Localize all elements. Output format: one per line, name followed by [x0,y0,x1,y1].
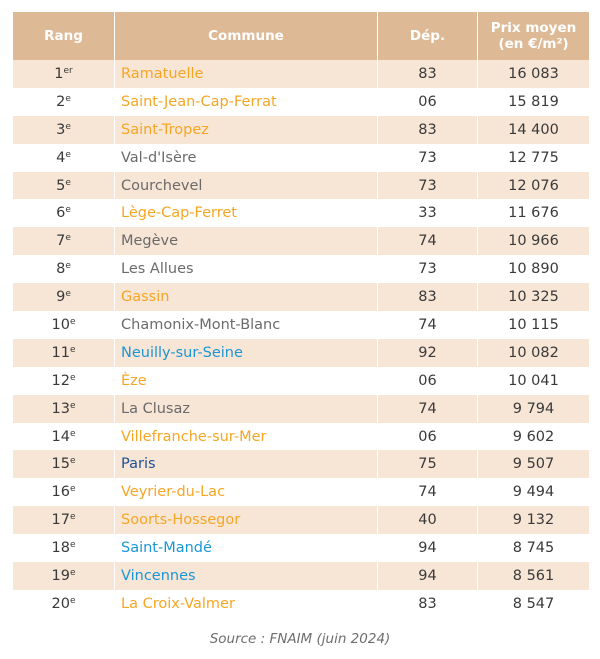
rank-suffix: e [65,177,71,188]
rank-number: 18 [51,540,70,557]
rank-number: 8 [56,261,66,278]
rank-suffix: e [65,149,71,160]
rank-cell [13,478,115,506]
rank-cell [13,199,115,227]
table-row [13,283,589,311]
departement-cell: 74 [378,478,478,506]
table-row [13,255,589,283]
departement-cell: 74 [378,311,478,339]
prix-cell: 9 494 [478,478,590,506]
commune-cell: Courchevel [115,172,378,200]
header-rang: Rang [13,12,115,60]
rank-suffix: e [69,484,76,495]
prix-cell: 8 561 [478,562,590,590]
departement-cell: 06 [378,423,478,451]
commune-cell: Paris [115,450,378,478]
source-note: Source : FNAIM (juin 2024) [209,631,391,647]
rank-number: 16 [51,484,70,501]
rank-cell [13,255,115,283]
prix-cell: 9 507 [478,450,590,478]
commune-cell: Neuilly-sur-Seine [115,339,378,367]
commune-cell: Val-d'Isère [115,144,378,172]
rank-suffix: e [69,316,76,327]
rank-cell [13,311,115,339]
commune-cell: La Clusaz [115,395,378,423]
rank-cell [13,450,115,478]
table-row [13,534,589,562]
prix-cell: 12 076 [478,172,590,200]
rank-suffix: e [69,456,76,467]
rank-cell [13,339,115,367]
rank-number: 1 [54,65,64,82]
header-departement: Dép. [378,12,478,60]
rank-number: 13 [51,400,70,417]
rank-number: 2 [56,93,66,110]
prix-cell: 10 041 [478,367,590,395]
rank-number: 19 [51,567,70,584]
table-row [13,88,589,116]
rank-suffix: e [65,233,71,244]
rank-number: 17 [51,512,70,529]
rank-number: 4 [56,149,66,166]
table-row [13,311,589,339]
rank-cell [13,172,115,200]
table-row [13,144,589,172]
rank-cell [13,590,115,618]
table-body [13,60,589,618]
table-row [13,199,589,227]
departement-cell: 40 [378,506,478,534]
rank-suffix: e [69,428,76,439]
rank-suffix: e [69,344,76,355]
table-header [13,12,589,60]
rank-number: 10 [51,316,70,333]
rank-suffix: e [65,261,71,272]
rank-cell [13,144,115,172]
departement-cell: 75 [378,450,478,478]
departement-cell: 74 [378,227,478,255]
commune-cell: Saint-Tropez [115,116,378,144]
prix-cell: 9 132 [478,506,590,534]
rank-cell [13,423,115,451]
departement-cell: 94 [378,562,478,590]
prix-cell: 10 082 [478,339,590,367]
prix-cell: 9 602 [478,423,590,451]
commune-cell: Chamonix-Mont-Blanc [115,311,378,339]
commune-cell: Èze [115,367,378,395]
price-ranking-table [13,12,589,618]
table-row [13,562,589,590]
rank-suffix: e [65,121,71,132]
departement-cell: 73 [378,255,478,283]
commune-cell: Soorts-Hossegor [115,506,378,534]
commune-cell: Les Allues [115,255,378,283]
rank-suffix: er [63,65,73,76]
header-prix-moyen [478,12,590,60]
rank-suffix: e [69,540,76,551]
commune-cell: Megève [115,227,378,255]
rank-number: 7 [56,233,66,250]
table-row [13,367,589,395]
table-row [13,506,589,534]
rank-number: 5 [56,177,66,194]
rank-number: 9 [56,289,66,306]
departement-cell: 83 [378,116,478,144]
header-prix-line1: Prix moyen [490,20,577,36]
prix-cell: 10 325 [478,283,590,311]
rank-cell [13,60,115,88]
table-row [13,395,589,423]
rank-cell [13,506,115,534]
rank-number: 20 [51,595,70,612]
rank-cell [13,116,115,144]
departement-cell: 83 [378,590,478,618]
prix-cell: 12 775 [478,144,590,172]
prix-cell: 15 819 [478,88,590,116]
commune-cell: Gassin [115,283,378,311]
rank-suffix: e [65,205,71,216]
table-row [13,60,589,88]
prix-cell: 8 745 [478,534,590,562]
rank-number: 6 [56,205,66,222]
table-row [13,450,589,478]
rank-suffix: e [69,567,76,578]
commune-cell: Saint-Jean-Cap-Ferrat [115,88,378,116]
rank-suffix: e [65,93,71,104]
prix-cell: 10 890 [478,255,590,283]
header-row [13,12,589,60]
rank-cell [13,227,115,255]
departement-cell: 92 [378,339,478,367]
departement-cell: 83 [378,283,478,311]
prix-cell: 16 083 [478,60,590,88]
departement-cell: 73 [378,144,478,172]
prix-cell: 8 547 [478,590,590,618]
table-row [13,339,589,367]
table-row [13,590,589,618]
prix-cell: 10 115 [478,311,590,339]
commune-cell: Villefranche-sur-Mer [115,423,378,451]
commune-cell: Saint-Mandé [115,534,378,562]
rank-cell [13,367,115,395]
commune-cell: Lège-Cap-Ferret [115,199,378,227]
commune-cell: Ramatuelle [115,60,378,88]
departement-cell: 06 [378,367,478,395]
rank-number: 3 [56,121,66,138]
table-row [13,423,589,451]
table-row [13,172,589,200]
rank-suffix: e [69,400,76,411]
rank-number: 15 [51,456,70,473]
commune-cell: Veyrier-du-Lac [115,478,378,506]
rank-cell [13,562,115,590]
header-commune: Commune [115,12,378,60]
rank-cell [13,395,115,423]
departement-cell: 33 [378,199,478,227]
departement-cell: 94 [378,534,478,562]
table-row [13,116,589,144]
rank-suffix: e [69,512,76,523]
departement-cell: 06 [378,88,478,116]
header-prix-line2: (en €/m²) [498,36,569,52]
rank-suffix: e [69,595,76,606]
rank-number: 14 [51,428,70,445]
prix-cell: 9 794 [478,395,590,423]
table-row [13,478,589,506]
rank-number: 12 [51,372,70,389]
prix-cell: 10 966 [478,227,590,255]
prix-cell: 11 676 [478,199,590,227]
departement-cell: 74 [378,395,478,423]
table-row [13,227,589,255]
departement-cell: 73 [378,172,478,200]
rank-cell [13,88,115,116]
prix-cell: 14 400 [478,116,590,144]
commune-cell: Vincennes [115,562,378,590]
commune-cell: La Croix-Valmer [115,590,378,618]
rank-suffix: e [65,289,71,300]
rank-cell [13,283,115,311]
departement-cell: 83 [378,60,478,88]
rank-suffix: e [69,372,76,383]
rank-cell [13,534,115,562]
rank-number: 11 [51,344,70,361]
